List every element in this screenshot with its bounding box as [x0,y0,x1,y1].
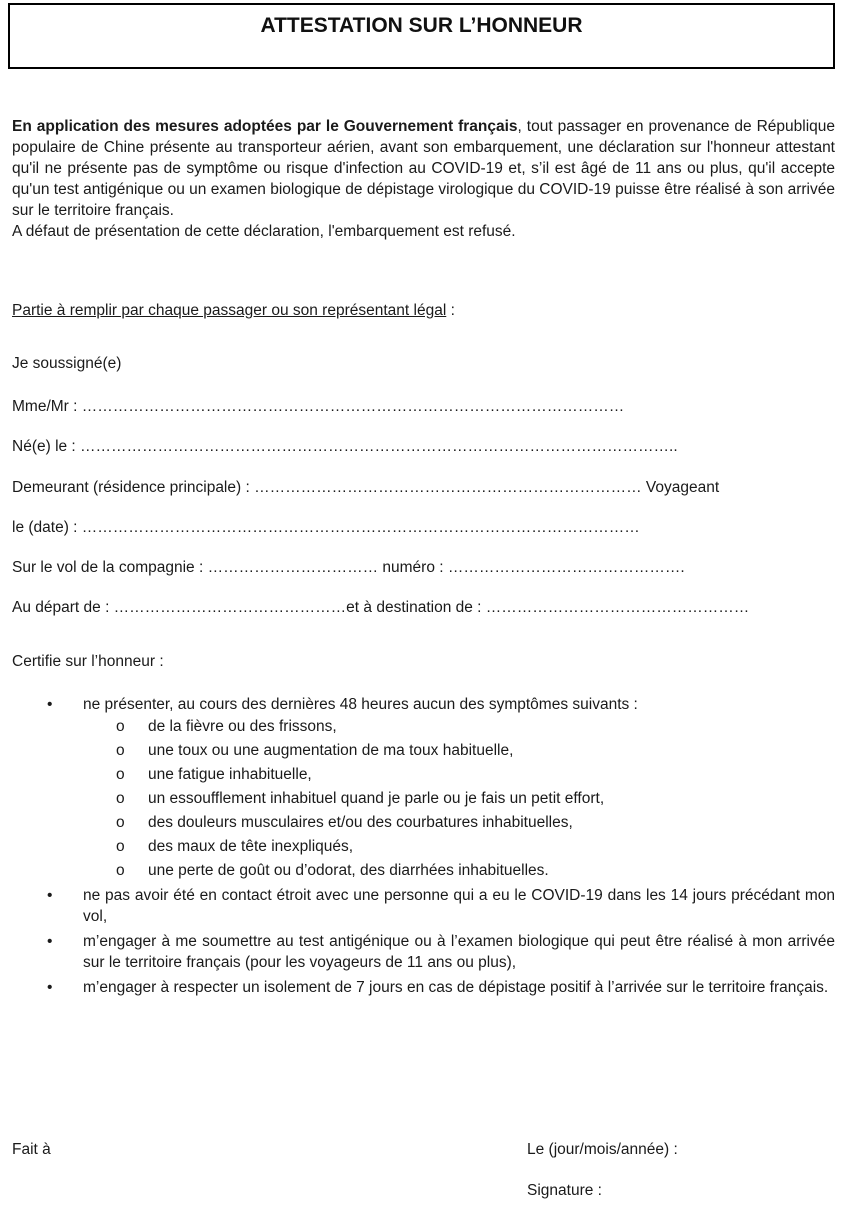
certify-label: Certifie sur l’honneur : [12,653,164,670]
name-field[interactable]: Mme/Mr : …………………………………………………………………………………………… [12,398,625,415]
intro-paragraph [12,116,835,242]
route-field[interactable]: Au départ de : ………………………………………et à destination de : …………………………………………… [12,599,750,616]
sub-marker: o [116,790,125,807]
travel-date-field[interactable]: le (date) : ……………………………………………………………………………………………… [12,519,640,536]
symptom-text: de la fièvre ou des frissons, [148,718,337,735]
place-field[interactable]: Fait à [12,1141,51,1158]
birth-date-field[interactable]: Né(e) le : …………………………………………………………………………………………………….. [12,438,678,455]
sub-marker: o [116,742,125,759]
symptom-text: une perte de goût ou d’odorat, des diarrhées inhabituelles. [148,862,549,879]
symptom-text: un essoufflement inhabituel quand je parle ou je fais un petit effort, [148,790,605,807]
signature-field[interactable]: Signature : [527,1182,602,1199]
symptom-item [83,789,835,809]
refusal-notice: A défaut de présentation de cette déclaration, l'embarquement est refusé. [12,223,516,240]
intro-bold-lead: En application des mesures adoptées par le Gouvernement français [12,118,518,135]
bullet-text: m’engager à respecter un isolement de 7 jours en cas de dépistage positif à l’arrivée sur le territoire français. [83,979,829,996]
residence-field[interactable]: Demeurant (résidence principale) : ………………………………………………………………… Voyageant [12,479,720,496]
symptom-text: une toux ou une augmentation de ma toux habituelle, [148,742,514,759]
bullet-marker: • [47,979,53,996]
section-heading-suffix: : [446,302,455,319]
flight-field[interactable]: Sur le vol de la compagnie : …………………………… numéro : ………………………………………. [12,559,685,576]
symptom-item [83,741,835,761]
sub-marker: o [116,838,125,855]
sub-marker: o [116,766,125,783]
sub-marker: o [116,814,125,831]
sub-marker: o [116,862,125,879]
undersigned-label: Je soussigné(e) [12,355,122,372]
bullet-text: ne pas avoir été en contact étroit avec une personne qui a eu le COVID-19 dans les 14 jours précédant mon vol, [83,887,835,925]
symptom-item [83,717,835,737]
bullet-marker: • [47,696,53,713]
signing-date-field[interactable]: Le (jour/mois/année) : [527,1141,678,1158]
list-item [12,885,835,927]
page-title: ATTESTATION SUR L’HONNEUR [260,14,583,37]
symptom-list [83,717,835,881]
symptom-item [83,837,835,857]
symptom-item [83,813,835,833]
symptom-text: des douleurs musculaires et/ou des courbatures inhabituelles, [148,814,573,831]
certification-list [12,694,835,998]
sub-marker: o [116,718,125,735]
symptom-item [83,765,835,785]
symptom-item [83,861,835,881]
symptom-text: une fatigue inhabituelle, [148,766,312,783]
symptom-text: des maux de tête inexpliqués, [148,838,354,855]
list-item [12,977,835,998]
list-item [12,931,835,973]
bullet-text: ne présenter, au cours des dernières 48 heures aucun des symptômes suivants : [83,696,638,713]
section-heading [12,300,455,321]
title-box [8,3,835,69]
list-item [12,694,835,881]
bullet-marker: • [47,887,53,904]
bullet-text: m’engager à me soumettre au test antigénique ou à l’examen biologique qui peut être réalisé à mon arrivée sur le territoire français (pour les voyageurs de 11 ans ou plus), [83,933,835,971]
section-heading-text: Partie à remplir par chaque passager ou son représentant légal [12,302,447,319]
intro-text: , tout passager en provenance de République populaire de Chine présente au transporteur aérien, avant son embarquement, une déclaration sur l'honneur attestant qu'il ne présente pas de symptôme ou risque d'infection au COVID-19 et, s’il est âgé de 11 ans ou plus, qu'il accepte qu'un test antigénique ou un examen biologique de dépistage virologique du COVID-19 puisse être réalisé à son arrivée sur le territoire français. [12,118,835,219]
bullet-marker: • [47,933,53,950]
